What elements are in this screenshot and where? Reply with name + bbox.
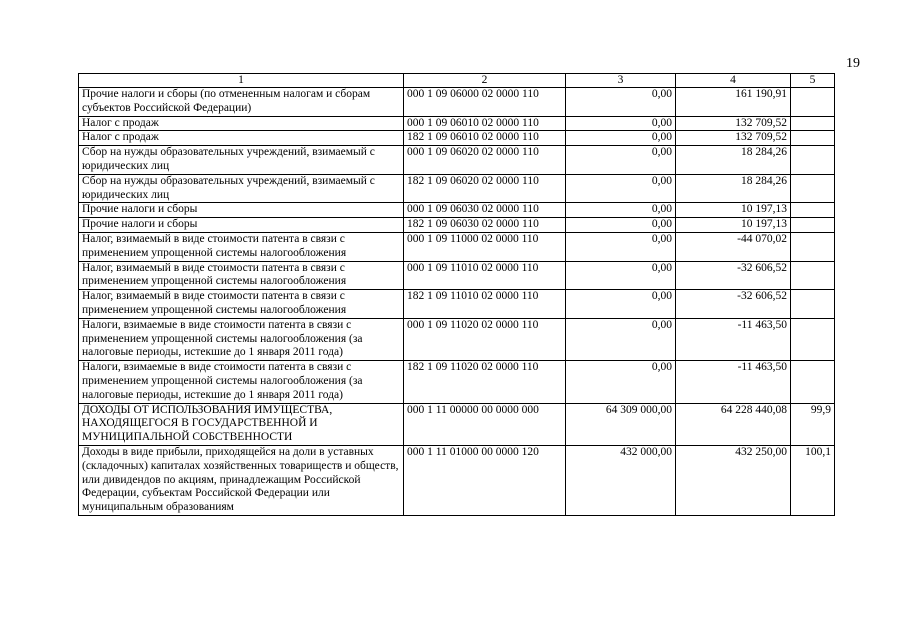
table-row — [79, 203, 835, 218]
row-actual: 132 709,52 — [676, 131, 791, 146]
row-percent — [791, 290, 835, 319]
row-plan: 0,00 — [566, 146, 676, 175]
row-plan: 0,00 — [566, 88, 676, 117]
row-percent — [791, 174, 835, 203]
row-code: 182 1 09 06030 02 0000 110 — [404, 218, 566, 233]
column-header-1: 1 — [79, 74, 404, 88]
row-percent — [791, 88, 835, 117]
row-actual: 132 709,52 — [676, 116, 791, 131]
header-row — [79, 74, 835, 88]
row-percent — [791, 116, 835, 131]
row-code: 182 1 09 06020 02 0000 110 — [404, 174, 566, 203]
row-plan: 0,00 — [566, 174, 676, 203]
row-name: Налог с продаж — [79, 116, 404, 131]
row-code: 000 1 09 06010 02 0000 110 — [404, 116, 566, 131]
row-percent: 100,1 — [791, 445, 835, 515]
row-plan: 64 309 000,00 — [566, 403, 676, 445]
column-header-4: 4 — [676, 74, 791, 88]
column-header-5: 5 — [791, 74, 835, 88]
row-code: 000 1 11 01000 00 0000 120 — [404, 445, 566, 515]
row-name: Доходы в виде прибыли, приходящейся на доли в уставных (складочных) капиталах хозяйственных товариществ и обществ, или дивидендов по акциям, принадлежащим Российской Федерации, субъектам Российской Федерации или муниципальным образованиям — [79, 445, 404, 515]
row-name: Налог, взимаемый в виде стоимости патента в связи с применением упрощенной системы налогообложения — [79, 232, 404, 261]
row-actual: -32 606,52 — [676, 261, 791, 290]
row-name: Прочие налоги и сборы (по отмененным налогам и сборам субъектов Российской Федерации) — [79, 88, 404, 117]
table-row — [79, 116, 835, 131]
row-plan: 0,00 — [566, 116, 676, 131]
row-actual: 18 284,26 — [676, 174, 791, 203]
row-name: Сбор на нужды образовательных учреждений, взимаемый с юридических лиц — [79, 146, 404, 175]
row-plan: 0,00 — [566, 318, 676, 360]
table-row — [79, 403, 835, 445]
row-name: Налоги, взимаемые в виде стоимости патента в связи с применением упрощенной системы налогообложения (за налоговые периоды, истекшие до 1 января 2011 года) — [79, 318, 404, 360]
table-row — [79, 131, 835, 146]
table-row — [79, 445, 835, 515]
row-plan: 0,00 — [566, 261, 676, 290]
row-percent — [791, 131, 835, 146]
row-plan: 0,00 — [566, 203, 676, 218]
row-name: Прочие налоги и сборы — [79, 203, 404, 218]
row-actual: -32 606,52 — [676, 290, 791, 319]
row-code: 000 1 09 06000 02 0000 110 — [404, 88, 566, 117]
row-percent — [791, 218, 835, 233]
row-code: 000 1 09 06030 02 0000 110 — [404, 203, 566, 218]
revenue-table — [78, 73, 835, 516]
row-code: 000 1 09 11020 02 0000 110 — [404, 318, 566, 360]
row-plan: 0,00 — [566, 131, 676, 146]
row-percent — [791, 318, 835, 360]
row-plan: 432 000,00 — [566, 445, 676, 515]
table-row — [79, 318, 835, 360]
table-row — [79, 361, 835, 403]
row-percent — [791, 203, 835, 218]
row-percent — [791, 261, 835, 290]
table-row — [79, 174, 835, 203]
row-actual: 10 197,13 — [676, 218, 791, 233]
row-percent — [791, 232, 835, 261]
row-name: Налоги, взимаемые в виде стоимости патента в связи с применением упрощенной системы налогообложения (за налоговые периоды, истекшие до 1 января 2011 года) — [79, 361, 404, 403]
row-percent: 99,9 — [791, 403, 835, 445]
row-plan: 0,00 — [566, 361, 676, 403]
row-code: 000 1 09 11000 02 0000 110 — [404, 232, 566, 261]
row-actual: 10 197,13 — [676, 203, 791, 218]
row-code: 000 1 09 06020 02 0000 110 — [404, 146, 566, 175]
row-name: Налог, взимаемый в виде стоимости патента в связи с применением упрощенной системы налогообложения — [79, 290, 404, 319]
table-row — [79, 146, 835, 175]
table-row — [79, 232, 835, 261]
row-actual: 161 190,91 — [676, 88, 791, 117]
table-row — [79, 261, 835, 290]
row-name: Сбор на нужды образовательных учреждений, взимаемый с юридических лиц — [79, 174, 404, 203]
table-row — [79, 290, 835, 319]
row-plan: 0,00 — [566, 218, 676, 233]
row-code: 182 1 09 06010 02 0000 110 — [404, 131, 566, 146]
row-actual: -11 463,50 — [676, 361, 791, 403]
row-actual: 64 228 440,08 — [676, 403, 791, 445]
page-number: 19 — [846, 56, 860, 71]
row-code: 000 1 09 11010 02 0000 110 — [404, 261, 566, 290]
column-header-2: 2 — [404, 74, 566, 88]
row-plan: 0,00 — [566, 290, 676, 319]
row-plan: 0,00 — [566, 232, 676, 261]
row-percent — [791, 146, 835, 175]
row-name: Прочие налоги и сборы — [79, 218, 404, 233]
row-percent — [791, 361, 835, 403]
row-actual: 18 284,26 — [676, 146, 791, 175]
row-actual: -44 070,02 — [676, 232, 791, 261]
column-header-3: 3 — [566, 74, 676, 88]
row-name: Налог, взимаемый в виде стоимости патента в связи с применением упрощенной системы налогообложения — [79, 261, 404, 290]
row-actual: -11 463,50 — [676, 318, 791, 360]
row-code: 182 1 09 11020 02 0000 110 — [404, 361, 566, 403]
table-row — [79, 88, 835, 117]
row-actual: 432 250,00 — [676, 445, 791, 515]
row-code: 000 1 11 00000 00 0000 000 — [404, 403, 566, 445]
row-code: 182 1 09 11010 02 0000 110 — [404, 290, 566, 319]
row-name: ДОХОДЫ ОТ ИСПОЛЬЗОВАНИЯ ИМУЩЕСТВА, НАХОДЯЩЕГОСЯ В ГОСУДАРСТВЕННОЙ И МУНИЦИПАЛЬНОЙ СОБСТВЕННОСТИ — [79, 403, 404, 445]
row-name: Налог с продаж — [79, 131, 404, 146]
table-row — [79, 218, 835, 233]
